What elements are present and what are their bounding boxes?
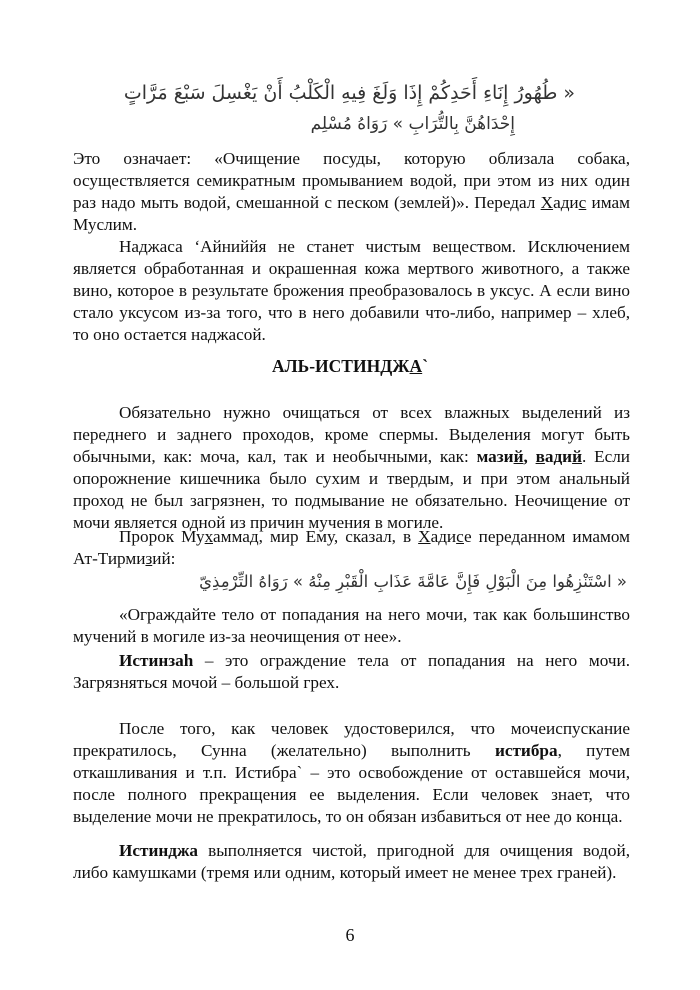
prophet-underline-4: з — [145, 549, 153, 568]
hadis-letter-h: Х — [540, 193, 554, 212]
prophet-text-3: ади — [430, 527, 457, 546]
term-mazi: мази — [476, 447, 514, 466]
term-istinzah: Истинзаh — [119, 651, 194, 670]
page-number: 6 — [345, 925, 355, 945]
paragraph-meaning-end: имам Муслим. — [73, 193, 630, 234]
prophet-text-2: аммад, мир Ему, сказал, в — [212, 527, 419, 546]
section-title-underlined-letter: А — [409, 356, 423, 376]
paragraph-istinzah — [73, 650, 630, 694]
paragraph-meaning-text: Это означает: «Очищение посуды, которую облизала собака, осуществляется семикратным промыванием водой, при этом из них один раз надо мыть водой, смешанной с песком (землей)». Передал — [73, 149, 630, 212]
arabic-hadith-line-1: « طُهُورُ إِنَاءِ أَحَدِكُمْ إِذَا وَلَغَ فِيهِ الْكَلْبُ أَنْ يَغْسِلَ سَبْعَ مَرَّاتٍ — [123, 82, 575, 104]
prophet-text-1: Пророк Му — [119, 527, 205, 546]
hadis-word — [541, 193, 587, 212]
term-vadi-underline-1: в — [535, 447, 545, 466]
section-title — [0, 356, 700, 377]
paragraph-meaning — [73, 148, 630, 236]
hadis-middle: ади — [553, 193, 579, 212]
prophet-text-5: ий: — [152, 549, 176, 568]
paragraph-prophet — [73, 526, 630, 570]
term-mazi-underline: й — [513, 447, 524, 466]
istibra-text-start: После того, как человек удостоверился, что мочеиспускание прекратилось, Сунна (желательно) выполнить — [73, 719, 630, 760]
paragraph-translation: «Ограждайте тело от попадания на него мочи, так как большинство мучений в могиле из-за неочищения от нее». — [73, 605, 630, 646]
istinzah-text: – это ограждение тела от попадания на него мочи. Загрязняться мочой – большой грех. — [73, 651, 630, 692]
term-istibra: истибра — [494, 741, 558, 760]
term-istinja: Истинджа — [119, 841, 198, 860]
istibra-text-end: , путем откашливания и т.п. Истибра` – это освобождение от оставшейся мочи, после полного прекращения ее выделения. Если человек знает, что выделение мочи не прекратилось, то он обязан избавиться от нее до конца. — [73, 741, 630, 826]
prophet-text-4: е переданном имамом Ат-Тирми — [73, 527, 630, 568]
term-vadi: ади — [544, 447, 573, 466]
paragraph-obligation — [73, 402, 630, 534]
hadis-letter-s: с — [578, 193, 587, 212]
prophet-underline-1: х — [204, 527, 213, 546]
paragraph-istibra — [73, 718, 630, 828]
section-title-main: АЛЬ-ИСТИНДЖ — [271, 356, 410, 376]
term-vadi-underline-2: й — [572, 447, 582, 466]
term-separator: , — [523, 447, 536, 466]
section-title-tail: ` — [422, 356, 429, 376]
paragraph-najasa: Наджаса ‘Айниййя не станет чистым веществом. Исключением является обработанная и окрашенная кожа мертвого животного, а также вино, которое в результате брожения преобразовалось в уксус. А если вино стало уксусом из-за того, что в него добавили что-либо, например – хлеб, то оно остается наджасой. — [73, 237, 630, 344]
prophet-underline-2: Х — [418, 527, 431, 546]
obligation-text-end: . Если опорожнение кишечника было сухим и твердым, и при этом анальный проход не был загрязнен, то подмывание не обязательно. Неочищение от мочи является одной из причин мучения в могиле. — [73, 447, 630, 532]
paragraph-istinja — [73, 840, 630, 884]
istinja-text: выполняется чистой, пригодной для очищения водой, либо камушками (тремя или одним, который имеет не менее трех граней). — [73, 841, 630, 882]
arabic-hadith-2: « اسْتَنْزِهُوا مِنَ الْبَوْلِ فَإِنَّ عَامَّةَ عَذَابِ الْقَبْرِ مِنْهُ » رَوَاهُ التِّرْمِذِيّ — [199, 572, 627, 591]
prophet-underline-3: с — [456, 527, 464, 546]
arabic-hadith-line-2: إِحْدَاهُنَّ بِالتُّرَابِ » رَوَاهُ مُسْلِم — [310, 114, 515, 134]
obligation-text-start: Обязательно нужно очищаться от всех влажных выделений из переднего и заднего проходов, кроме спермы. Выделения могут быть обычными, как: моча, кал, так и необычными, как: — [73, 403, 630, 466]
